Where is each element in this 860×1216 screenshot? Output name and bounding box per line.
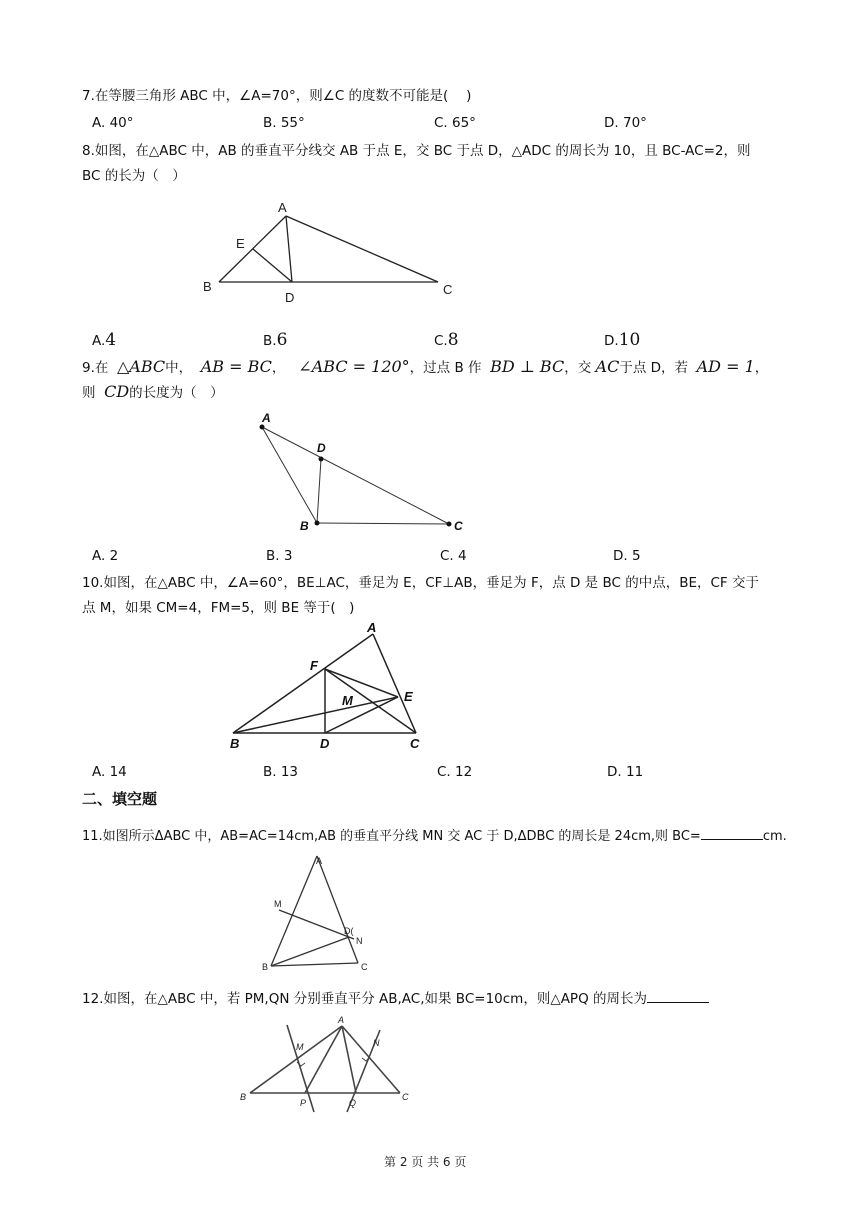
q8-option-b: B.6 <box>263 330 288 350</box>
q9-label-d: D <box>317 441 326 455</box>
question-10-line1: 10.如图，在△ABC 中，∠A=60°，BE⊥AC，垂足为 E，CF⊥AB，垂足为 F，点 D 是 BC 的中点，BE，CF 交于 <box>82 575 759 591</box>
q9-option-b: B. 3 <box>266 548 293 564</box>
q7-option-c: C. 65° <box>434 115 476 131</box>
q8-label-c: C <box>443 282 453 297</box>
q10-label-a: A <box>367 620 377 635</box>
q8-label-b: B <box>203 279 212 294</box>
q12-label-b: B <box>240 1092 247 1102</box>
q8-label-a: A <box>278 200 287 215</box>
q9-label-a: A <box>262 411 271 425</box>
q10-option-d: D. 11 <box>607 764 644 780</box>
q7-option-b: B. 55° <box>263 115 305 131</box>
page-footer: 第 2 页 共 6 页 <box>384 1155 467 1169</box>
q10-option-b: B. 13 <box>263 764 299 780</box>
section-title: 二、填空题 <box>82 790 158 808</box>
q12-label-n: N <box>373 1038 380 1048</box>
q9-label-c: C <box>454 519 463 533</box>
q12-label-m: M <box>296 1042 304 1052</box>
q11-label-m: M <box>274 899 282 909</box>
q12-label-p: P <box>300 1098 307 1108</box>
q10-label-f: F <box>310 658 318 673</box>
q8-option-c: C.8 <box>434 330 459 350</box>
q10-option-a: A. 14 <box>92 764 127 780</box>
q9-option-c: C. 4 <box>440 548 467 564</box>
q8-label-d: D <box>285 290 295 305</box>
q11-label-d: D( <box>344 926 354 936</box>
q10-label-m: M <box>342 693 353 708</box>
q8-option-a: A.4 <box>92 330 117 350</box>
question-10-line2: 点 M，如果 CM=4，FM=5，则 BE 等于( ) <box>82 600 355 616</box>
question-8-line1: 8.如图，在△ABC 中，AB 的垂直平分线交 AB 于点 E，交 BC 于点 D，△ADC 的周长为 10，且 BC-AC=2，则 <box>82 143 751 159</box>
q10-option-c: C. 12 <box>437 764 473 780</box>
q10-label-b: B <box>230 736 240 751</box>
q9-option-d: D. 5 <box>613 548 641 564</box>
q12-label-q: Q <box>349 1098 357 1108</box>
question-9-line1: 9.在 △ABC中， AB = BC， ∠ABC = 120°，过点 B 作 BD ⊥ BC，交 AC于点 D，若 AD = 1， <box>82 357 769 376</box>
q8-label-e: E <box>236 236 245 251</box>
q11-label-b: B <box>262 962 269 972</box>
question-7-text: 7.在等腰三角形 ABC 中，∠A=70°，则∠C 的度数不可能是( ) <box>82 88 472 104</box>
q12-label-a: A <box>338 1015 345 1025</box>
q10-label-d: D <box>320 736 330 751</box>
q7-option-a: A. 40° <box>92 115 134 131</box>
question-11-text: 11.如图所示ΔABC 中，AB=AC=14cm,AB 的垂直平分线 MN 交 AC 于 D,ΔDBC 的周长是 24cm,则 BC= cm. <box>82 825 787 847</box>
q10-label-e: E <box>404 689 413 704</box>
q11-label-a: A <box>316 856 323 866</box>
q7-option-d: D. 70° <box>604 115 647 131</box>
q11-label-n: N <box>356 936 363 946</box>
q8-option-d: D.10 <box>604 330 641 350</box>
question-8-line2: BC 的长为（ ） <box>82 168 186 184</box>
q12-label-c: C <box>402 1092 409 1102</box>
q10-label-c: C <box>410 736 420 751</box>
q9-option-a: A. 2 <box>92 548 119 564</box>
question-9-line2: 则 CD的长度为（ ） <box>82 382 224 401</box>
q11-label-c: C <box>361 962 368 972</box>
question-12-text: 12.如图，在△ABC 中，若 PM,QN 分别垂直平分 AB,AC,如果 BC=10cm，则△APQ 的周长为 <box>82 988 709 1009</box>
q9-label-b: B <box>300 519 309 533</box>
